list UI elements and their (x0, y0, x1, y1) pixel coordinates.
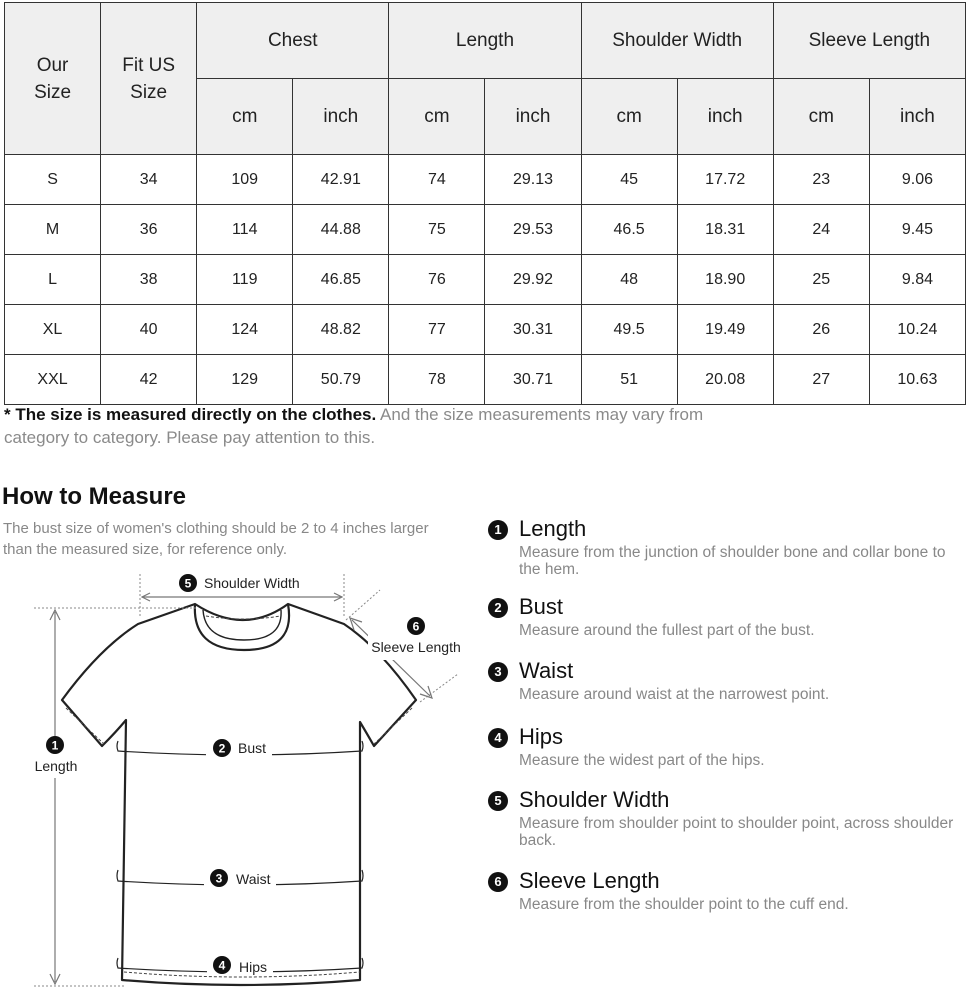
size-note-bold: * The size is measured directly on the clothes. (4, 405, 377, 424)
header-shoulder-width: Shoulder Width (581, 3, 773, 79)
unit-header: cm (581, 79, 677, 155)
step-number-badge: 2 (488, 598, 508, 618)
table-cell: 30.71 (485, 355, 581, 405)
table-cell: 51 (581, 355, 677, 405)
diagram-label-hips: Hips (239, 959, 268, 975)
badge-bust: 2 (218, 741, 226, 756)
how-to-measure-title: How to Measure (2, 483, 187, 510)
table-row (5, 155, 966, 205)
table-row (5, 205, 966, 255)
table-cell: 20.08 (677, 355, 773, 405)
table-cell: 9.06 (869, 155, 965, 205)
step-title: Hips (519, 724, 564, 749)
table-cell: 48.82 (293, 305, 389, 355)
step-description: Measure from shoulder point to shoulder point, across shoulder back. (519, 815, 954, 849)
table-cell: 27 (773, 355, 869, 405)
badge-shoulder-width: 5 (184, 576, 192, 591)
table-cell: 76 (389, 255, 485, 305)
size-table-body (5, 155, 966, 405)
table-cell: 26 (773, 305, 869, 355)
step-number-badge: 4 (488, 728, 508, 748)
diagram-label-bust: Bust (238, 740, 267, 756)
step-number-badge: 6 (488, 872, 508, 892)
table-cell: 75 (389, 205, 485, 255)
header-our-size: Our Size (5, 3, 101, 155)
table-cell: 119 (197, 255, 293, 305)
table-row (5, 305, 966, 355)
step-title: Length (519, 516, 587, 541)
table-row (5, 355, 966, 405)
unit-header: inch (677, 79, 773, 155)
tshirt-measurement-diagram (0, 560, 480, 992)
table-cell: 46.85 (293, 255, 389, 305)
step-description: Measure around the fullest part of the bust. (519, 622, 815, 639)
table-cell: 45 (581, 155, 677, 205)
badge-hips: 4 (218, 958, 226, 973)
size-cell: XL (5, 305, 101, 355)
table-cell: 17.72 (677, 155, 773, 205)
badge-length: 1 (51, 738, 59, 753)
unit-header: inch (293, 79, 389, 155)
size-note-rest: And the size measurements may vary from category to category. Please pay attention to this. (4, 405, 704, 447)
step-number-badge: 3 (488, 662, 508, 682)
step-title: Bust (519, 594, 564, 619)
size-cell: XXL (5, 355, 101, 405)
size-cell: M (5, 205, 101, 255)
table-cell: 50.79 (293, 355, 389, 405)
table-cell: 24 (773, 205, 869, 255)
table-cell: 9.84 (869, 255, 965, 305)
table-cell: 19.49 (677, 305, 773, 355)
badge-sleeve-length: 6 (412, 619, 420, 634)
step-title: Sleeve Length (519, 868, 660, 893)
table-cell: 77 (389, 305, 485, 355)
table-cell: 114 (197, 205, 293, 255)
table-cell: 42.91 (293, 155, 389, 205)
header-length: Length (389, 3, 581, 79)
header-sleeve-length: Sleeve Length (773, 3, 965, 79)
table-cell: 109 (197, 155, 293, 205)
table-cell: 44.88 (293, 205, 389, 255)
step-title: Shoulder Width (519, 787, 670, 812)
table-cell: 10.24 (869, 305, 965, 355)
table-cell: 74 (389, 155, 485, 205)
size-cell: L (5, 255, 101, 305)
diagram-label-length: Length (34, 758, 78, 774)
step-number-badge: 1 (488, 520, 508, 540)
step-description: Measure the widest part of the hips. (519, 752, 765, 769)
table-cell: 18.31 (677, 205, 773, 255)
step-description: Measure from the shoulder point to the cuff end. (519, 896, 849, 913)
unit-header: cm (773, 79, 869, 155)
size-cell: S (5, 155, 101, 205)
table-cell: 29.13 (485, 155, 581, 205)
table-cell: 42 (101, 355, 197, 405)
size-note (4, 403, 764, 449)
unit-header: cm (197, 79, 293, 155)
step-description: Measure around waist at the narrowest point. (519, 686, 830, 703)
badge-waist: 3 (215, 871, 223, 886)
table-cell: 36 (101, 205, 197, 255)
table-cell: 9.45 (869, 205, 965, 255)
table-cell: 49.5 (581, 305, 677, 355)
table-cell: 10.63 (869, 355, 965, 405)
unit-header: inch (869, 79, 965, 155)
tshirt-outline (62, 604, 416, 985)
table-cell: 78 (389, 355, 485, 405)
header-chest: Chest (197, 3, 389, 79)
diagram-label-sleeve-length: Sleeve Length (371, 639, 461, 655)
table-cell: 25 (773, 255, 869, 305)
table-row (5, 255, 966, 305)
step-title: Waist (519, 658, 574, 683)
table-cell: 124 (197, 305, 293, 355)
size-chart-table (4, 2, 966, 405)
table-cell: 23 (773, 155, 869, 205)
table-cell: 38 (101, 255, 197, 305)
table-cell: 34 (101, 155, 197, 205)
unit-header: cm (389, 79, 485, 155)
table-cell: 40 (101, 305, 197, 355)
unit-header: inch (485, 79, 581, 155)
table-cell: 29.53 (485, 205, 581, 255)
diagram-label-waist: Waist (236, 871, 271, 887)
table-cell: 46.5 (581, 205, 677, 255)
table-cell: 129 (197, 355, 293, 405)
how-to-measure-subtitle: The bust size of women's clothing should be 2 to 4 inches larger than the measured size, for reference only. (3, 520, 429, 558)
step-number-badge: 5 (488, 791, 508, 811)
table-cell: 30.31 (485, 305, 581, 355)
table-cell: 48 (581, 255, 677, 305)
table-cell: 29.92 (485, 255, 581, 305)
diagram-label-shoulder-width: Shoulder Width (204, 575, 300, 591)
header-fit-us-size: Fit US Size (101, 3, 197, 155)
table-cell: 18.90 (677, 255, 773, 305)
step-description: Measure from the junction of shoulder bone and collar bone to the hem. (519, 544, 946, 578)
